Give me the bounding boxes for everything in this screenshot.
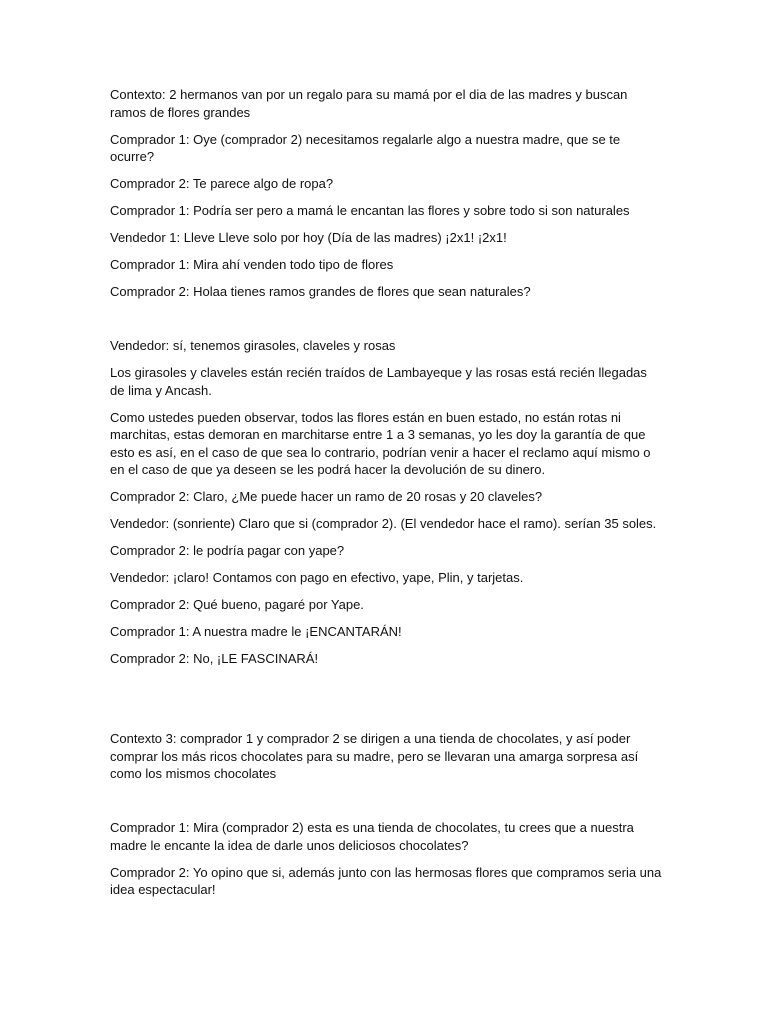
- paragraph-dialogue: Comprador 2: Holaa tienes ramos grandes de flores que sean naturales?: [110, 284, 531, 299]
- paragraph-dialogue: Comprador 2: Yo opino que si, además junto con las hermosas flores que compramos seria una idea espectacular!: [110, 864, 662, 897]
- paragraph-dialogue: Vendedor: ¡claro! Contamos con pago en efectivo, yape, Plin, y tarjetas.: [110, 570, 524, 585]
- document-body: [110, 86, 662, 908]
- paragraph-dialogue: Vendedor: sí, tenemos girasoles, claveles y rosas: [110, 338, 396, 353]
- paragraph-dialogue: Comprador 2: le podría pagar con yape?: [110, 543, 345, 558]
- paragraph-dialogue: Vendedor: (sonriente) Claro que si (comprador 2). (El vendedor hace el ramo). serían 35 soles.: [110, 516, 657, 531]
- paragraph-dialogue: Vendedor 1: Lleve Lleve solo por hoy (Día de las madres) ¡2x1! ¡2x1!: [110, 230, 507, 245]
- blank-line: [110, 310, 662, 337]
- paragraph-context-3: Contexto 3: comprador 1 y comprador 2 se dirigen a una tienda de chocolates, y así poder comprar los más ricos chocolates para su madre, pero se llevaran una amarga sorpresa así como los mismos chocolates: [110, 731, 639, 781]
- paragraph-dialogue: Comprador 2: No, ¡LE FASCINARÁ!: [110, 651, 319, 666]
- blank-line: [110, 677, 662, 730]
- paragraph-dialogue: Comprador 2: Qué bueno, pagaré por Yape.: [110, 597, 364, 612]
- paragraph-dialogue: Comprador 1: Podría ser pero a mamá le encantan las flores y sobre todo si son naturales: [110, 203, 630, 218]
- paragraph-dialogue: Comprador 1: A nuestra madre le ¡ENCANTARÁN!: [110, 624, 402, 639]
- paragraph-dialogue: Comprador 1: Mira (comprador 2) esta es una tienda de chocolates, tu crees que a nuestra madre le encante la idea de darle unos deliciosos chocolates?: [110, 820, 634, 853]
- paragraph-dialogue: Comprador 1: Mira ahí venden todo tipo de flores: [110, 257, 394, 272]
- paragraph-dialogue: Comprador 1: Oye (comprador 2) necesitamos regalarle algo a nuestra madre, que se te ocurre?: [110, 131, 621, 164]
- blank-line: [110, 792, 662, 819]
- paragraph-dialogue: Comprador 2: Claro, ¿Me puede hacer un ramo de 20 rosas y 20 claveles?: [110, 489, 543, 504]
- paragraph-dialogue: Comprador 2: Te parece algo de ropa?: [110, 176, 334, 191]
- paragraph-dialogue: Como ustedes pueden observar, todos las flores están en buen estado, no están rotas ni marchitas, estas demoran en marchitarse entre 1 a 3 semanas, yo les doy la garantía de que esto es así, en el caso de que sea lo contrario, podrían venir a hacer el reclamo aquí mismo o en el caso de que ya deseen se les podrá hacer la devolución de su dinero.: [110, 409, 651, 477]
- paragraph-context-1: Contexto: 2 hermanos van por un regalo para su mamá por el dia de las madres y buscan ramos de flores grandes: [110, 87, 628, 120]
- paragraph-dialogue: Los girasoles y claveles están recién traídos de Lambayeque y las rosas está recién llegadas de lima y Ancash.: [110, 365, 647, 398]
